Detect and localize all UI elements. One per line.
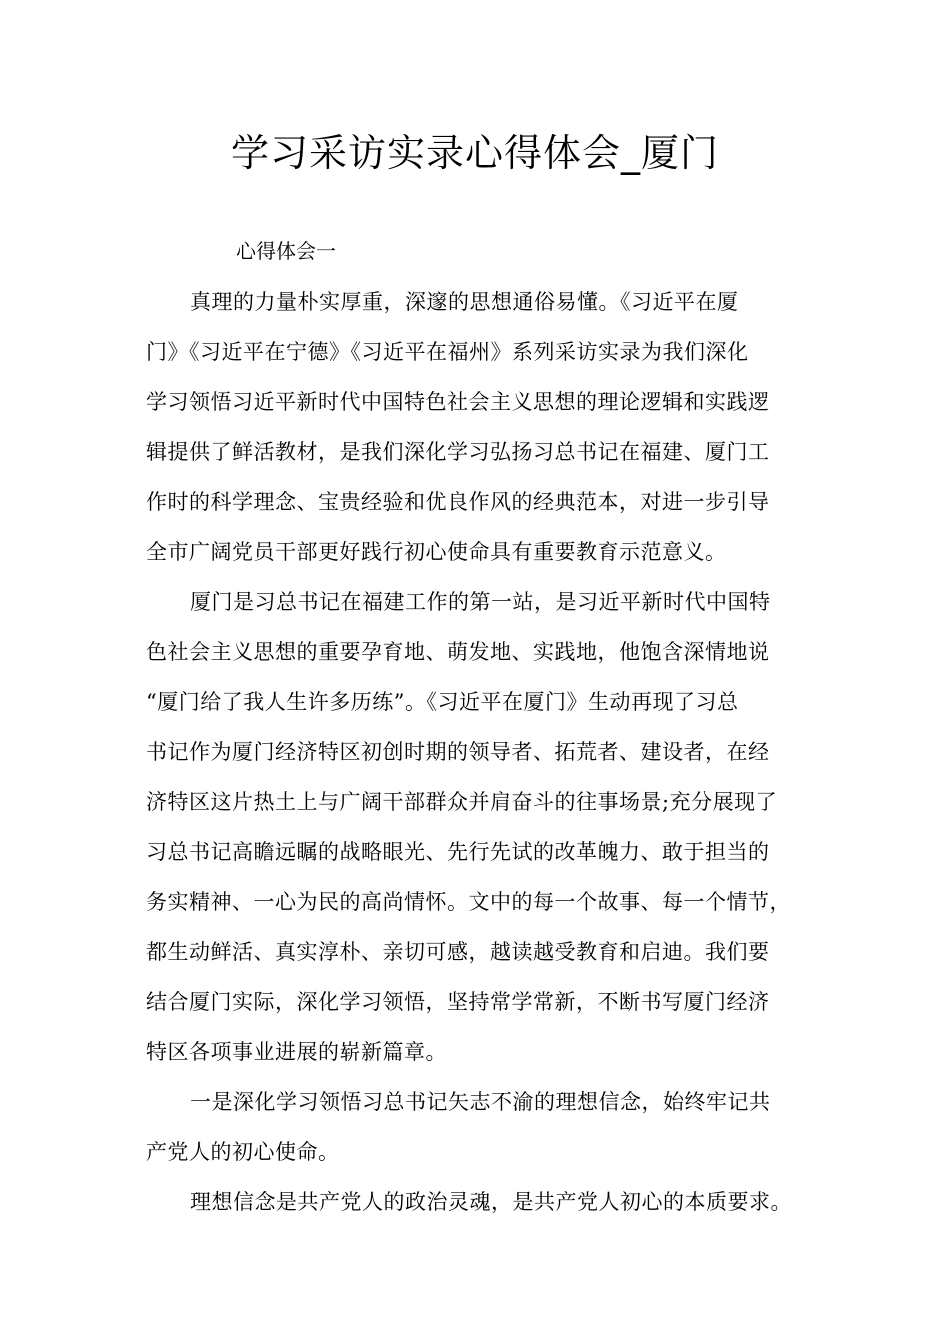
section-heading: 心得体会一 xyxy=(236,239,336,263)
paragraph-line: 产党人的初心使命。 xyxy=(146,1140,340,1164)
paragraph-line: 一是深化学习领悟习总书记矢志不渝的理想信念，始终牢记共 xyxy=(190,1090,771,1114)
paragraph-line: 全市广阔党员干部更好践行初心使命具有重要教育示范意义。 xyxy=(146,540,727,564)
paragraph-line: 济特区这片热土上与广阔干部群众并肩奋斗的往事场景;充分展现了 xyxy=(146,790,778,814)
page-title: 学习采访实录心得体会_厦门 xyxy=(230,131,719,175)
paragraph-line: 特区各项事业进展的崭新篇章。 xyxy=(146,1040,447,1064)
paragraph-line: 结合厦门实际，深化学习领悟，坚持常学常新，不断书写厦门经济 xyxy=(146,990,770,1014)
paragraph-line: 务实精神、一心为民的高尚情怀。文中的每一个故事、每一个情节， xyxy=(146,890,791,914)
paragraph-line: 辑提供了鲜活教材，是我们深化学习弘扬习总书记在福建、厦门工 xyxy=(146,440,770,464)
paragraph-line: 厦门是习总书记在福建工作的第一站，是习近平新时代中国特 xyxy=(190,590,771,614)
paragraph-line: 门》《习近平在宁德》《习近平在福州》系列采访实录为我们深化 xyxy=(146,340,749,364)
paragraph-line: 作时的科学理念、宝贵经验和优良作风的经典范本，对进一步引导 xyxy=(146,490,770,514)
paragraph-line: 书记作为厦门经济特区初创时期的领导者、拓荒者、建设者，在经 xyxy=(146,740,770,764)
paragraph-line: 学习领悟习近平新时代中国特色社会主义思想的理论逻辑和实践逻 xyxy=(146,390,770,414)
paragraph-line: 色社会主义思想的重要孕育地、萌发地、实践地，他饱含深情地说 xyxy=(146,640,770,664)
paragraph-line: “厦门给了我人生许多历练”。《习近平在厦门》生动再现了习总 xyxy=(146,690,739,714)
paragraph-line: 都生动鲜活、真实淳朴、亲切可感，越读越受教育和启迪。我们要 xyxy=(146,940,770,964)
paragraph-line: 习总书记高瞻远瞩的战略眼光、先行先试的改革魄力、敢于担当的 xyxy=(146,840,770,864)
paragraph-line: 真理的力量朴实厚重，深邃的思想通俗易懂。《习近平在厦 xyxy=(190,290,739,314)
paragraph-line: 理想信念是共产党人的政治灵魂，是共产党人初心的本质要求。 xyxy=(190,1190,792,1214)
